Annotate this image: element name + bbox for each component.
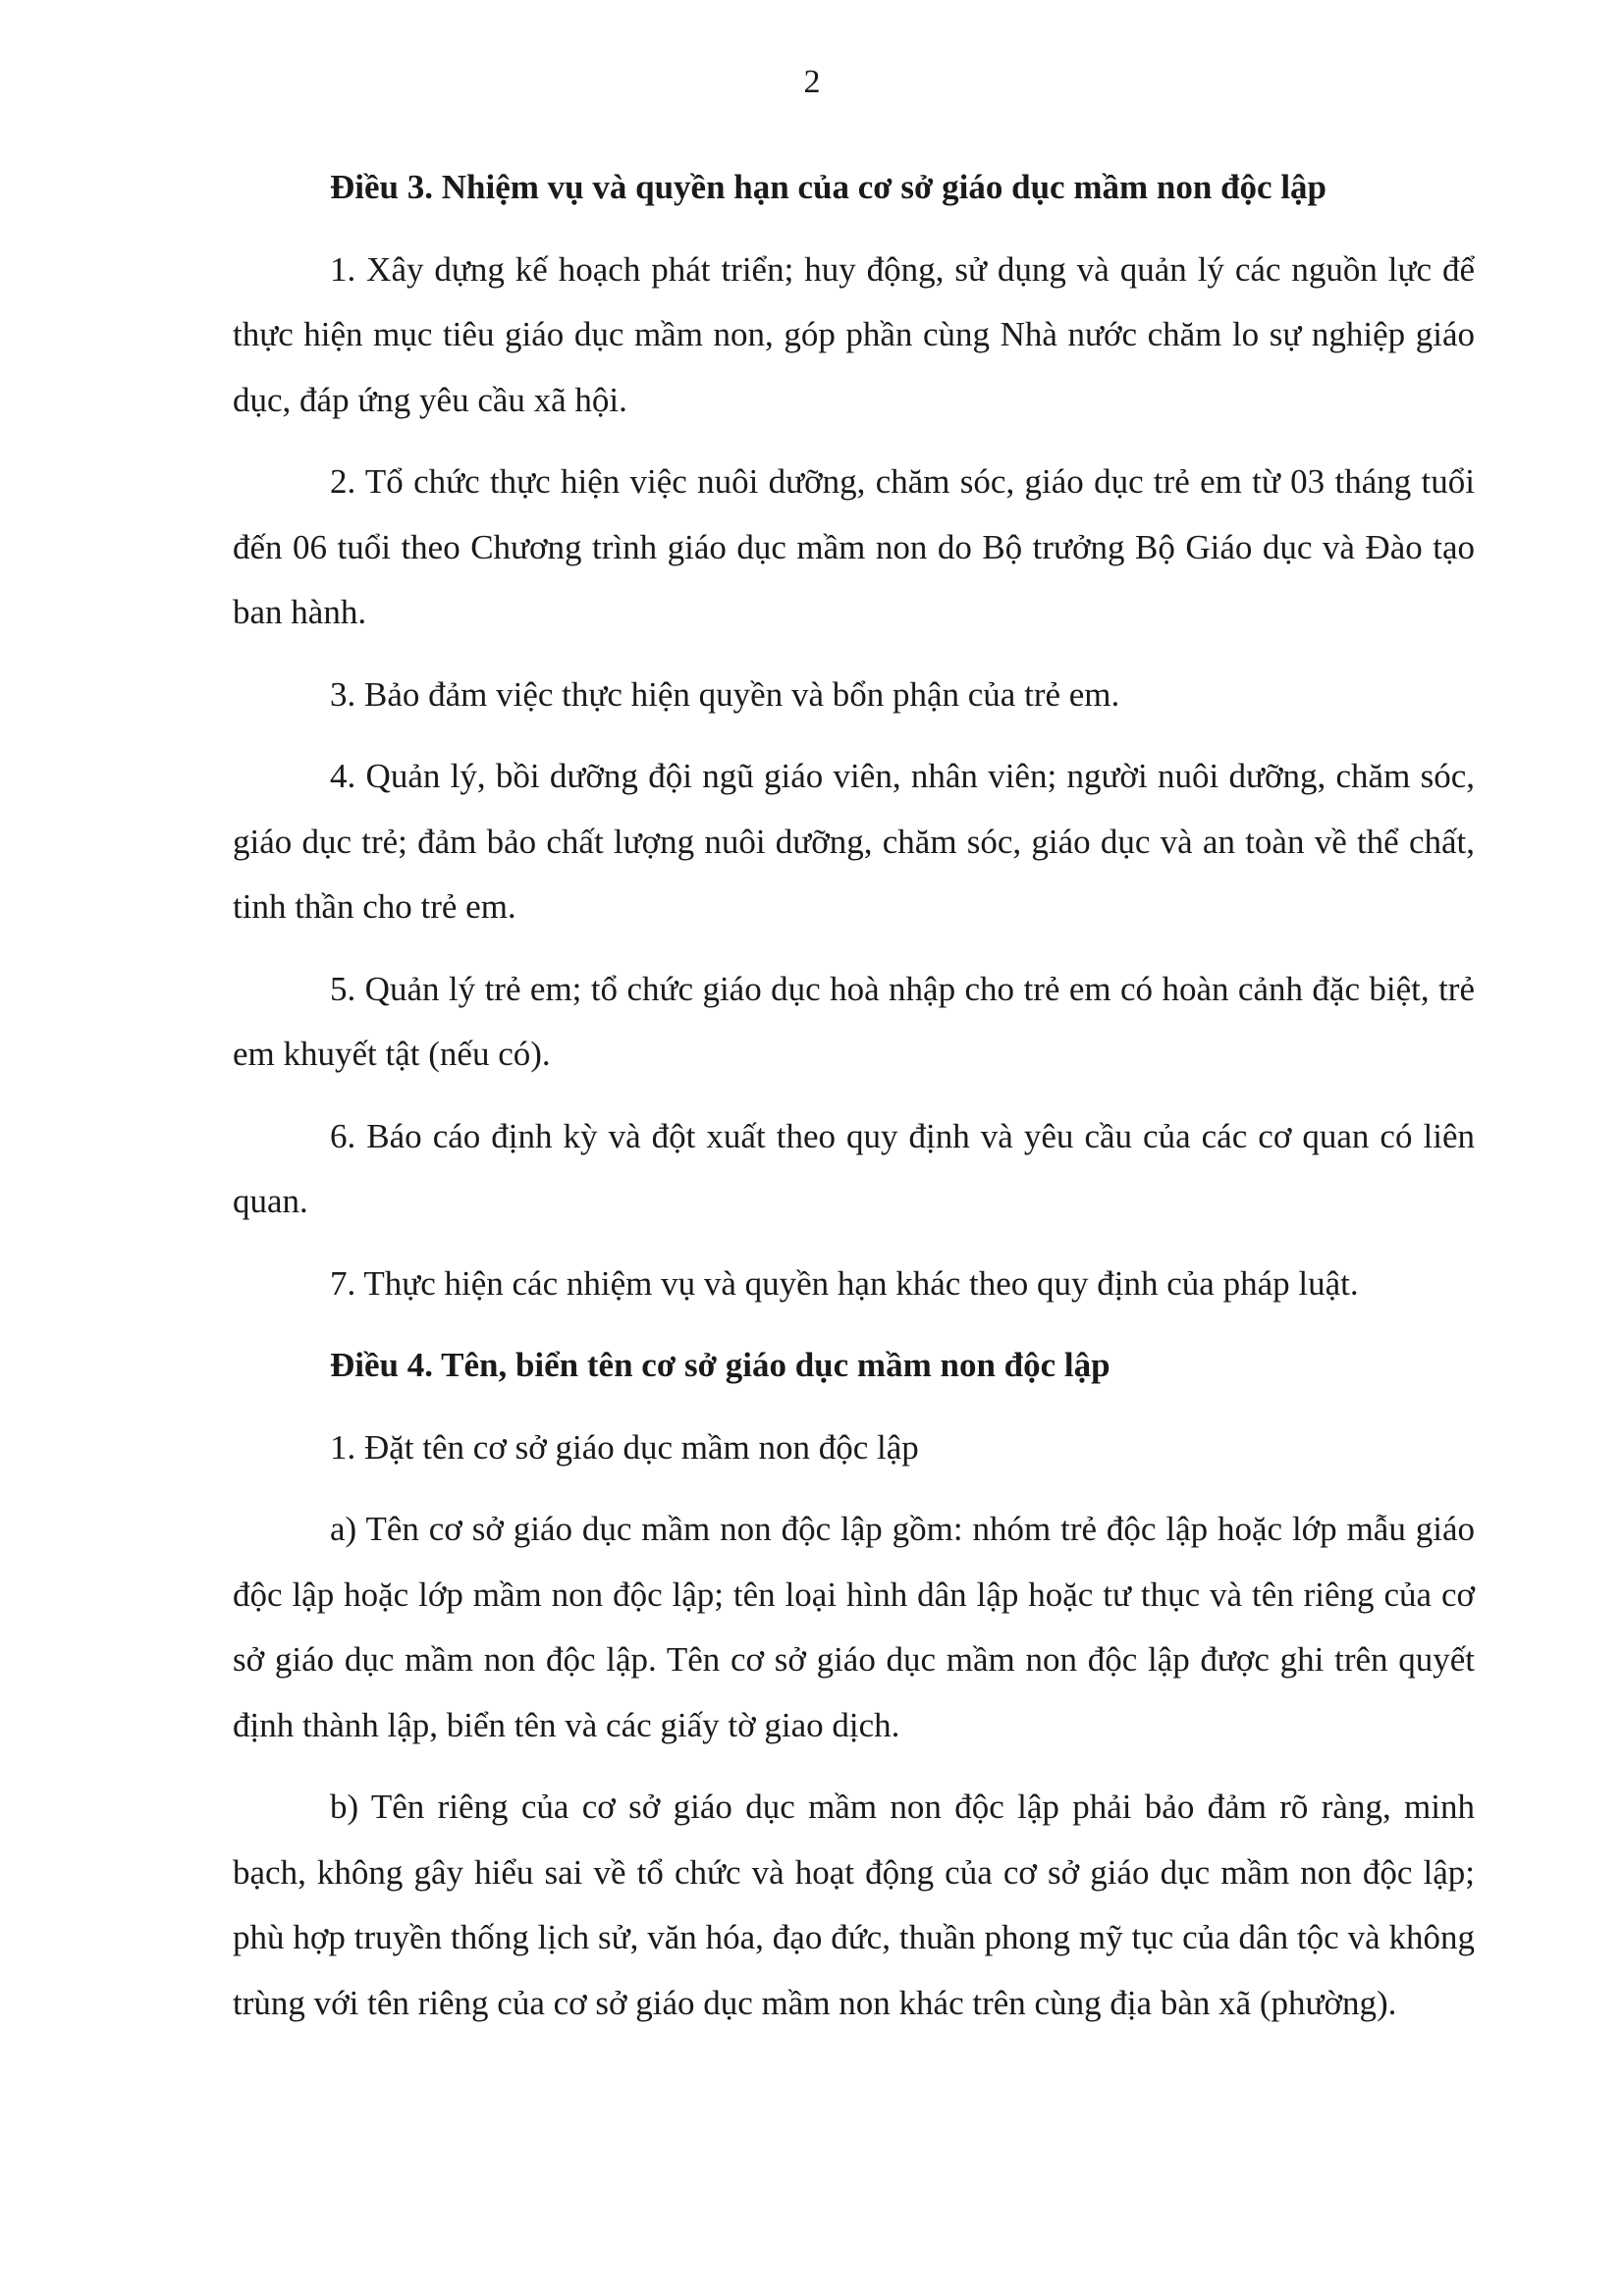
article-3-item-7: 7. Thực hiện các nhiệm vụ và quyền hạn khác theo quy định của pháp luật. [330,1263,1359,1303]
article-4-heading: Điều 4. Tên, biển tên cơ sở giáo dục mầm non độc lập [330,1346,1110,1384]
article-4-item-1: 1. Đặt tên cơ sở giáo dục mầm non độc lập [330,1427,919,1467]
article-3-item-6: 6. Báo cáo định kỳ và đột xuất theo quy định và yêu cầu của các cơ quan có liên quan. [233,1116,1475,1220]
article-4-item-1a: a) Tên cơ sở giáo dục mầm non độc lập gồm: nhóm trẻ độc lập hoặc lớp mẫu giáo độc lập hoặc lớp mầm non độc lập; tên loại hình dân lập hoặc tư thục và tên riêng của cơ sở giáo dục mầm non độc lập. Tên cơ sở giáo dục mầm non độc lập được ghi trên quyết định thành lập, biển tên và các giấy tờ giao dịch. [233,1510,1475,1744]
article-4-item-1b: b) Tên riêng của cơ sở giáo dục mầm non độc lập phải bảo đảm rõ ràng, minh bạch, không gây hiểu sai về tổ chức và hoạt động của cơ sở giáo dục mầm non độc lập; phù hợp truyền thống lịch sử, văn hóa, đạo đức, thuần phong mỹ tục của dân tộc và không trùng với tên riêng của cơ sở giáo dục mầm non khác trên cùng địa bàn xã (phường). [233,1788,1475,2022]
document-body [233,155,1475,2053]
article-3-item-3: 3. Bảo đảm việc thực hiện quyền và bổn phận của trẻ em. [330,674,1120,714]
page-number: 2 [803,64,821,100]
article-3-item-5: 5. Quản lý trẻ em; tổ chức giáo dục hoà nhập cho trẻ em có hoàn cảnh đặc biệt, trẻ em khuyết tật (nếu có). [233,969,1475,1073]
article-3-item-4: 4. Quản lý, bồi dưỡng đội ngũ giáo viên, nhân viên; người nuôi dưỡng, chăm sóc, giáo dục trẻ; đảm bảo chất lượng nuôi dưỡng, chăm sóc, giáo dục và an toàn về thể chất, tinh thần cho trẻ em. [233,757,1475,926]
article-3-heading: Điều 3. Nhiệm vụ và quyền hạn của cơ sở giáo dục mầm non độc lập [330,168,1327,206]
article-3-item-2: 2. Tổ chức thực hiện việc nuôi dưỡng, chăm sóc, giáo dục trẻ em từ 03 tháng tuổi đến 06 tuổi theo Chương trình giáo dục mầm non do Bộ trưởng Bộ Giáo dục và Đào tạo ban hành. [233,462,1475,631]
article-3-item-1: 1. Xây dựng kế hoạch phát triển; huy động, sử dụng và quản lý các nguồn lực để thực hiện mục tiêu giáo dục mầm non, góp phần cùng Nhà nước chăm lo sự nghiệp giáo dục, đáp ứng yêu cầu xã hội. [233,249,1475,419]
